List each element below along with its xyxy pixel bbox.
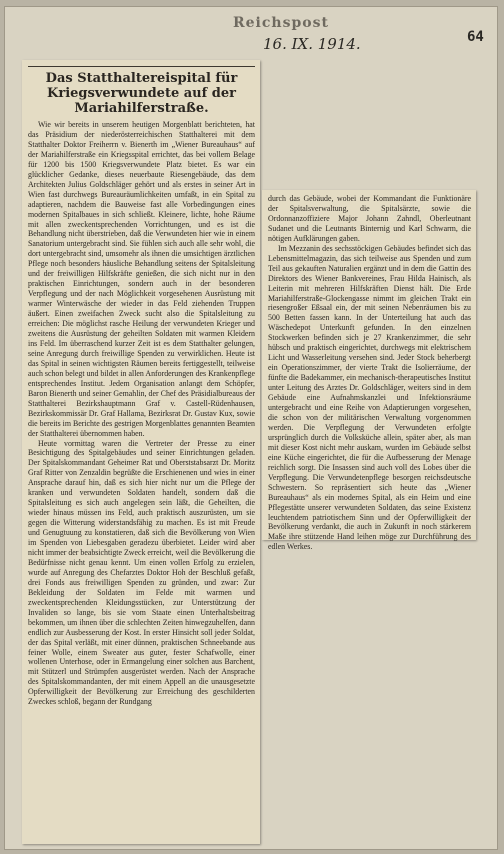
page-number: 64 [467, 29, 484, 45]
clipping-right-column [262, 190, 476, 552]
right-paragraph-2: Im Mezzanin des sechsstöckigen Gebäudes befindet sich das Lebensmittelmagazin, das sich teilweise aus Spenden und zum Teil aus gekauften Naturalien ergänzt und in dem die Gattin des Direktors des Wiener Bankvereines, Frau Hilda Hainisch, als Leiterin mit mehreren Hilfskräften Dienst hält. Die Erde Mariahilferstraße-Glockengasse nimmt im gleichen Trakt ein riesengroßer Eßsaal ein, der mit seinen Nebenräumen bis zu 500 Betten fassen kann. In der Unterteilung hat auch das Wäschedepot Unterkunft gefunden. In den einzelnen Stockwerken befinden sich je 27 Krankenzimmer, die sehr hübsch und praktisch eingerichtet, durchwegs mit elektrischem Licht und Wasserleitung versehen sind. Jeder Stock beherbergt ein Operationszimmer, der vierte Trakt die Isolierräume, der fünfte die Badekammer, ein mechanisch-therapeutisches Institut unter Leitung des Arztes Dr. Goldschläger, weiters sind in dem Gebäude eine Aufnahmskanzlei und Infektionsräume untergebracht und eine Reihe von Adaptierungen vorgesehen, die schon von der militärischen Verwaltung vorgenommen werden. Die Verpflegung der Verwundeten erfolgte ursprünglich durch die Volksküche allein, später aber, als man mit dieser Kost nicht mehr auskam, wurden im Gebäude selbst eine Küche eingerichtet, die für die Aufbesserung der Menage reichlich sorgt. Die Insassen sind auch voll des Lobes über die Verpflegung. Die Verwundetenpflege besorgen reichsdeutsche Schwestern. So repräsentiert sich heute das „Wiener Bureauhaus“ als ein modernes Spital, als ein Heim und eine Pflegestätte unserer verwundeten Soldaten, das seine Existenz leuchtendem patriotischem Sinn und der Opferwilligkeit der Bevölkerung verdankt, die auch in Zukunft in noch stärkerem Maße ihre stützende Hand leihen möge zur Durchführung des edlen Werkes. [268, 243, 471, 552]
right-column-text [262, 190, 476, 552]
handwritten-date: 16. IX. 1914. [263, 35, 361, 53]
clipping-left-column [22, 60, 260, 844]
right-paragraph-1: durch das Gebäude, wobei der Kommandant die Funktionäre der Spitalsverwaltung, die Spitalsärzte, sowie die Ordonnanzoffiziere Major Johann Zahndl, Oberleutnant Sudanet und die Leutnants Binternig und Karl Schwarm, die nötigen Aufklärungen gaben. [268, 194, 471, 243]
newspaper-masthead: Reichspost [233, 15, 329, 31]
article-title: Das Statthaltereispital für Kriegsverwundete auf der Mariahilferstraße. [28, 66, 255, 116]
left-paragraph-1: Wie wir bereits in unserem heutigen Morgenblatt berichteten, hat das Präsidium der niederösterreichischen Statthalterei mit dem Statthalter Doktor Freiherrn v. Bienerth im „Wiener Bureauhaus“ auf der Mariahilferstraße ein Kriegsspital errichtet, das bei vollem Belage für 1200 bis 1500 Kriegsverwundete Platz bietet. Es war ein glücklicher Gedanke, dieses neuerbaute Riesengebäude, das dem Architekten Julius Goldschläger gehört und als erstes in seiner Art in Wien fast durchwegs Bureauräumlichkeiten umfaßt, in ein Spital zu adaptieren, nachdem die Bauweise fast alle Vorbedingungen eines modernen Spitalbaues in sich schließt. Kleinere, lichte, hohe Räume mit allen zweckentsprechenden Vorrichtungen, und es ist die Behandlung nicht überstrieben, daß die Verwundeten hier wie in einem Sanatorium untergebracht sind. Sie fühlen sich auch alle sehr wohl, die dort untergebracht sind, umsomehr als ihnen die umsichtigen ärztlichen Pflege noch besonders häusliche Behandlung seitens der Spitalsleitung und der freiwilligen Hilfskräfte genießen, die sich nicht nur in den praktischen Einrichtungen, sondern auch in der besonderen Verpflegung und der nach Möglichkeit vorgesehenen Ausrüstung mit warmer Winterwäsche der wieder in das Feld ziehenden Truppen äußert. Einen zweifachen Zweck sucht also die Spitalsleitung zu erreichen: Die möglichst rasche Heilung der verwundeten Krieger und zweitens die Ausrüstung der geheilten Soldaten mit warmen Kleidern ins Feld. Im überraschend kurzer Zeit ist es dem Statthalter gelungen, seine Anregung durch freiwillige Spenden zu verwirklichen. Heute ist das Spital in seinen wichtigsten Räumen bereits fertiggestellt, teilweise auch schon belegt und bildet in allen Anforderungen des Krankenpflege entsprechendes Institut. Jedem Organisation anlangt dem Schöpfer, Baron Bienerth und seiner Gemahlin, der Chef des Präsidialbureaus der Statthalterei Bezirkshauptmann Graf v. Castell-Rüdenhausen, Bezirkskommissär Dr. Graf Hallama, Bezirksrat Dr. Gustav Kux, sowie die bereits im Berichte des gestrigen Morgenblattes genannten Beamten der Statthalterei übernommen haben. [28, 120, 255, 438]
left-column-text [22, 60, 260, 707]
left-paragraph-2: Heute vormittag waren die Vertreter der Presse zu einer Besichtigung des Spitalgebäudes und seiner Einrichtungen geladen. Der Spitalskommandant Geheimer Rat und Oberststabsarzt Dr. Moritz Graf Ritter von Zenzaldin begrüßte die Erschienenen und wies in einer Ansprache darauf hin, daß es sich hier nicht nur um die Pflege der kranken und verwundeten Soldaten handelt, sondern daß die Spitalsleitung es sich auch angelegen sein läßt, die Geheilten, die wieder hinaus müssen ins Feld, auch praktisch auszurüsten, um sie gegen die Witterung widerstandsfähig zu machen. Es ist mit Freude und Genugtuung zu konstatieren, daß sich die Bevölkerung von Wien im Spenden von Liebesgaben geradezu überbietet. Leider wird aber nicht immer der beabsichtigte Zweck erreicht, weil die Bevölkerung die Bedürfnisse nicht genau kennt. Um einen vollen Erfolg zu erzielen, wurde auf Anregung des Chefarztes Doktor Hoh der Beschluß gefaßt, drei Fonds aus freiwilligen Spenden zu gründen, und zwar: Zur Bekleidung der Soldaten im Felde mit warmen und zweckentsprechenden Kleidungsstücken, zur Unterstützung der Invaliden so lange, bis sie vom Staate einen Unterhaltsbeitrag bekommen, um ihnen über die schlechten Zeiten hinwegzuhelfen, dann endlich zur Ausbesserung der Kost. In erster Hinsicht soll jeder Soldat, der das Spital verläßt, mit einer dünnen, praktischen Schneebande aus feiner Wolle, einem Sweater aus guter, fester Schafwolle, einer wollenen Unterhose, oder in Ermangelung einer solchen aus Barchent, mit Stützerl und Strümpfen ausgerüstet werden. Nach der Ansprache des Spitalskommandanten, der mit einem Appell an die unausgesetzte Opferwilligkeit der Bevölkerung zur Erreichung des geschilderten Zweckes schloß, begann der Rundgang [28, 438, 255, 707]
